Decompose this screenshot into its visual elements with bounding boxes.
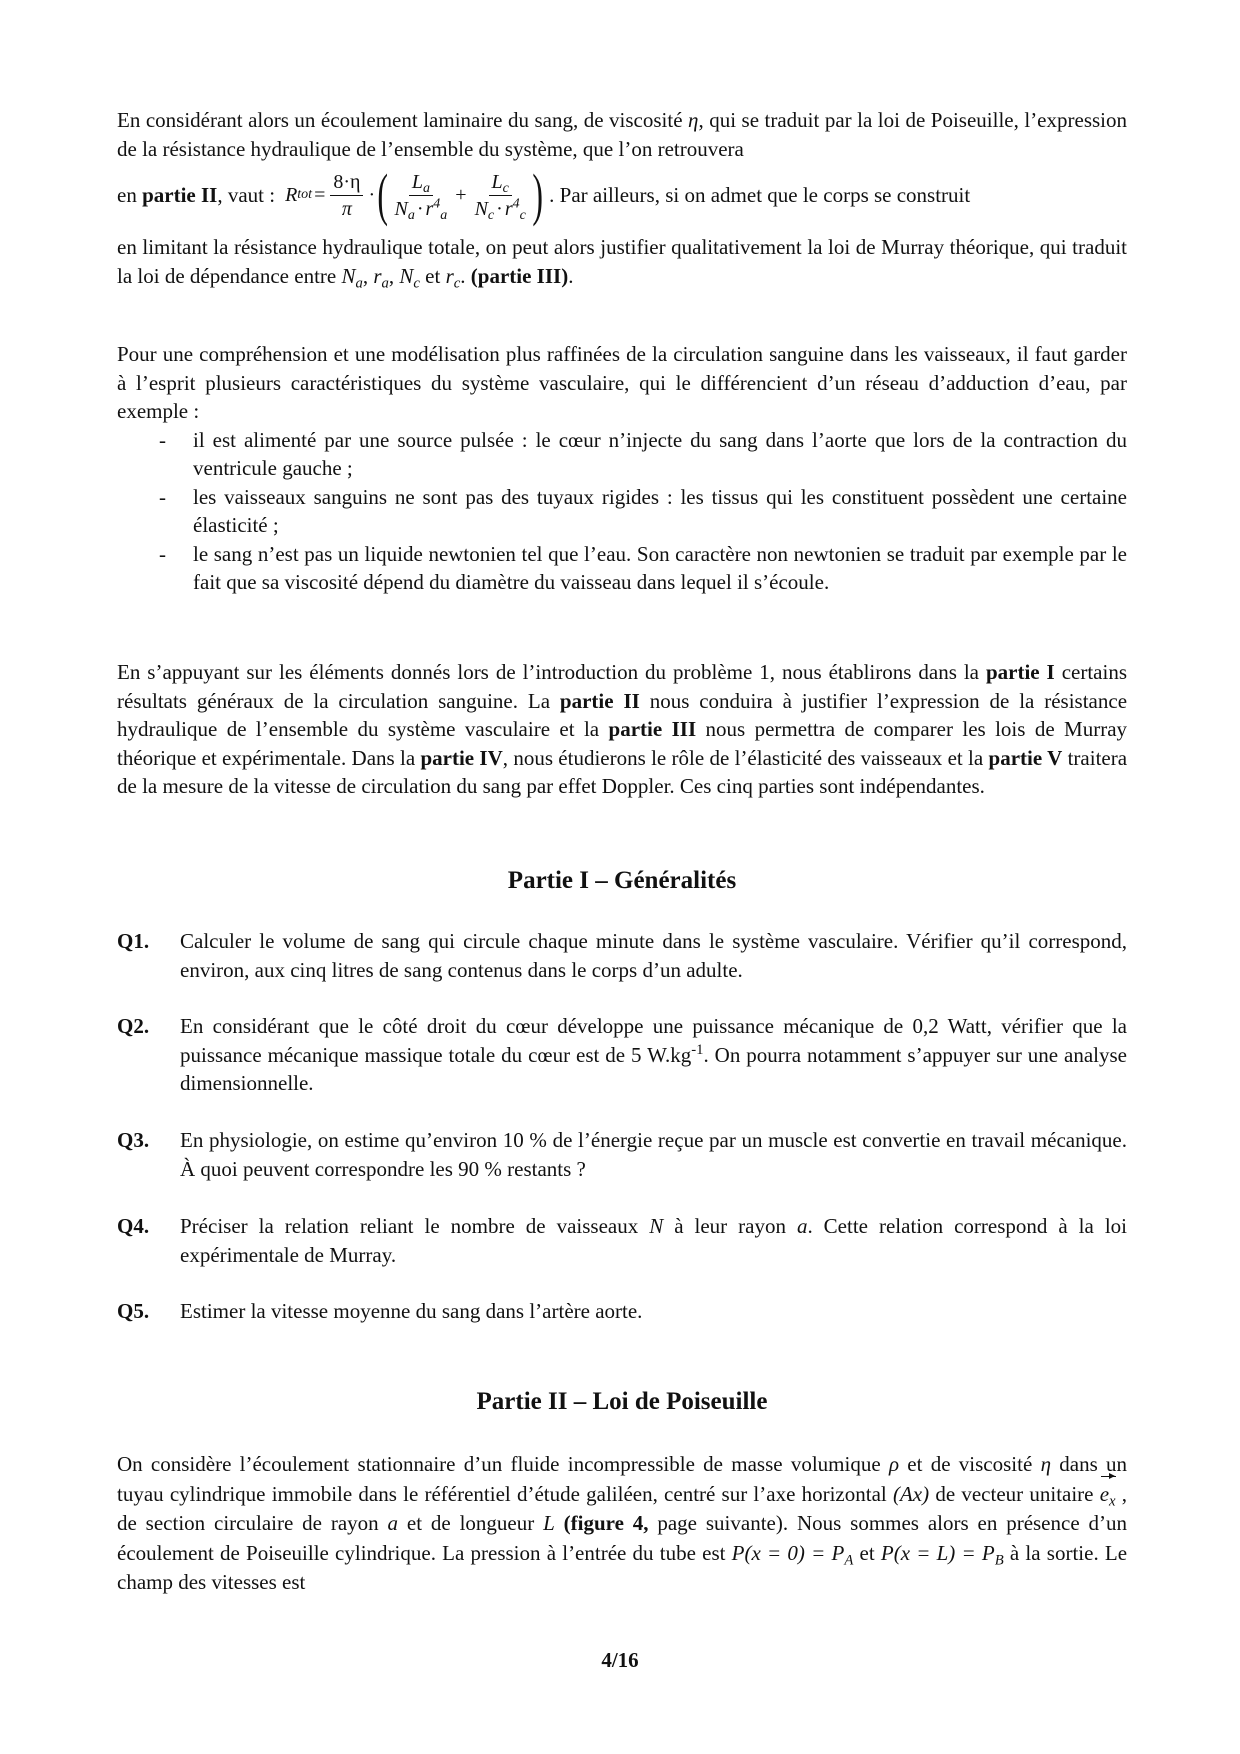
- capillary-term: $\frac{L_c}{N_c \cdot r^4_c}$: [474, 170, 526, 223]
- rho-symbol: ρ: [888, 1452, 900, 1476]
- intro-text-line1: En considérant alors un écoulement laminaire du sang, de viscosité η, qui se traduit par la loi de Poiseuille, l’expression de la résistance hydraulique de l’ensemble du système, que l’on retrouvera: [117, 108, 1128, 161]
- question-text: En physiologie, on estime qu’environ 10 % de l’énergie reçue par un muscle est convertie en travail mécanique. À quoi peuvent correspondre les 90 % restants ?: [180, 1128, 1127, 1181]
- list-item: - les vaisseaux sanguins ne sont pas des tuyaux rigides : les tissus qui les constituent possèdent une certaine élasticité ;: [159, 484, 1127, 537]
- question-label: Q3.: [117, 1128, 150, 1152]
- page-number: 4/16: [601, 1648, 639, 1672]
- part1-title: Partie I – Généralités: [507, 867, 737, 894]
- plan-paragraph: En s’appuyant sur les éléments donnés lors de l’introduction du problème 1, nous établirons dans la partie I certains résultats généraux de la circulation sanguine. La partie II nous conduira à justifier l’expression de la résistance hydraulique de l’ensemble du système vasculaire et la partie III nous permettra de comparer les lois de Murray théorique et expérimentale. Dans la partie IV, nous étudierons le rôle de l’élasticité des vaisseaux et la partie V traitera de la mesure de la vitesse de circulation du sang par effet Doppler. Ces cinq parties sont indépendantes.: [117, 660, 1128, 798]
- coefficient-fraction: $\frac{8\cdot\eta}{\pi}$: [330, 170, 363, 221]
- poiseuille-paragraph: On considère l’écoulement stationnaire d’un fluide incompressible de masse volumique ρ et de viscosité η dans un tuyau cylindrique immobile dans le référentiel d’étude galiléen, centré sur l’axe horizontal (Ax) de vecteur unitaire $e_x$ , de section circulaire de rayon a et de longueur L (figure 4, page suivante). Nous sommes alors en présence d’un écoulement de Poiseuille cylindrique. La pression à l’entrée du tube est $P(x = 0) = P_A$ et $P(x = L) = P_B$ à la sortie. Le champ des vitesses est: [117, 1452, 1128, 1594]
- resistance-formula: R tot = $\frac{8\cdot\eta}{\pi}$ · ( $\frac{L_a}{N_a \cdot r^4_a}$ + $\frac{L_c}{N_c \cdot r^4_c}$ ): [285, 162, 543, 227]
- formula-line: en partie II , vaut : R tot = $\frac{8\cdot\eta}{\pi}$ · ( $\frac{L_a}{N_a \cdot r^4_a}$ + $\frac{L_c}{N_c \cdot r^4_c}$ ) . Par ailleurs, si on admet que le corps se construit: [117, 162, 971, 227]
- unit-vector-ex: $e_x$: [1099, 1481, 1116, 1509]
- question-text: En considérant que le côté droit du cœur développe une puissance mécanique de 0,2 Watt, vérifier que la puissance mécanique massique totale du cœur est de 5 $W.kg^{-1}$. On pourra notamment s’appuyer sur une analyse dimensionnelle.: [180, 1014, 1127, 1095]
- arterial-term: $\frac{L_a}{N_a \cdot r^4_a}$: [394, 170, 448, 223]
- question-label: Q4.: [117, 1214, 150, 1238]
- pressure-outlet: $P(x = L) = P_B$: [880, 1540, 1004, 1568]
- question-q5: [117, 1297, 1127, 1326]
- part2-title: Partie II – Loi de Poiseuille: [476, 1388, 768, 1415]
- intro-text-line3: en limitant la résistance hydraulique totale, on peut alors justifier qualitativement la loi de Murray théorique, qui traduit la loi de dépendance entre $N_a$, $r_a$, $N_c$ et $r_c$. (partie III).: [117, 235, 1127, 291]
- right-parenthesis: ): [532, 162, 543, 227]
- question-q1: [117, 927, 1127, 984]
- question-text: Estimer la vitesse moyenne du sang dans l’artère aorte.: [180, 1299, 643, 1323]
- question-label: Q1.: [117, 929, 150, 953]
- eta-symbol: η: [1040, 1452, 1051, 1476]
- left-parenthesis: (: [377, 162, 389, 227]
- intro-paragraph: [117, 106, 1127, 290]
- pressure-inlet: $P(x = 0) = P_A$: [731, 1540, 854, 1568]
- question-text: Préciser la relation reliant le nombre de vaisseaux N à leur rayon a. Cette relation correspond à la loi expérimentale de Murray.: [180, 1214, 1127, 1267]
- question-text: Calculer le volume de sang qui circule chaque minute dans le système vasculaire. Vérifier qu’il correspond, environ, aux cinq litres de sang contenus dans le corps d’un adulte.: [180, 929, 1127, 982]
- eta-symbol: η: [688, 108, 699, 132]
- question-label: Q2.: [117, 1014, 150, 1038]
- list-item: - il est alimenté par une source pulsée : le cœur n’injecte du sang dans l’aorte que lors de la contraction du ventricule gauche ;: [159, 427, 1127, 480]
- question-q2: [117, 1012, 1127, 1098]
- characteristics-list: [117, 426, 1127, 597]
- characteristics-text: Pour une compréhension et une modélisation plus raffinées de la circulation sanguine dans les vaisseaux, il faut garder à l’esprit plusieurs caractéristiques du système vasculaire, qui le différencient d’un réseau d’adduction d’eau, par exemple :: [117, 342, 1127, 423]
- characteristics-paragraph: [117, 340, 1127, 597]
- question-q3: [117, 1126, 1127, 1183]
- question-label: Q5.: [117, 1299, 150, 1323]
- list-item: - le sang n’est pas un liquide newtonien tel que l’eau. Son caractère non newtonien se traduit par exemple par le fait que sa viscosité dépend du diamètre du vaisseau dans lequel il s’écoule.: [159, 541, 1127, 594]
- question-q4: [117, 1212, 1127, 1269]
